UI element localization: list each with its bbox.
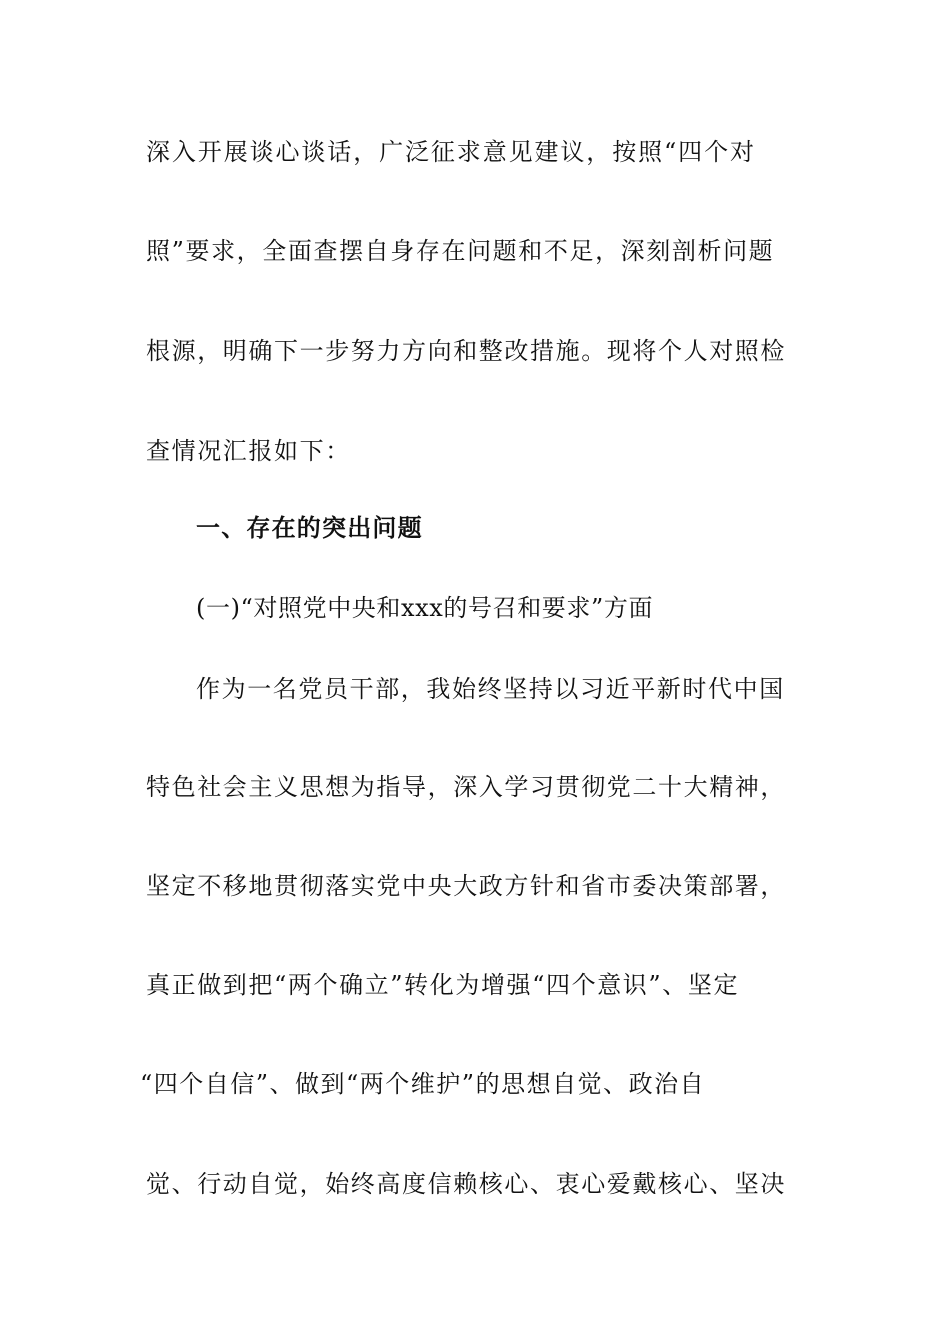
body-text-line: 照”要求，全面查摆自身存在问题和不足，深刻剖析问题 bbox=[146, 237, 775, 265]
body-text-line: 根源，明确下一步努力方向和整改措施。现将个人对照检 bbox=[146, 337, 786, 365]
body-text-line: 作为一名党员干部，我始终坚持以习近平新时代中国 bbox=[196, 675, 785, 703]
body-text-line: 坚定不移地贯彻落实党中央大政方针和省市委决策部署， bbox=[146, 872, 786, 900]
body-text-line: 特色社会主义思想为指导，深入学习贯彻党二十大精神， bbox=[146, 773, 786, 801]
body-text-line: 深入开展谈心谈话，广泛征求意见建议，按照“四个对 bbox=[146, 138, 756, 166]
body-text-line: “四个自信”、做到“两个维护”的思想自觉、政治自 bbox=[140, 1070, 706, 1098]
subsection-heading: (一)“对照党中央和xxx的号召和要求”方面 bbox=[196, 594, 654, 622]
section-heading: 一、存在的突出问题 bbox=[196, 513, 423, 542]
body-text-line: 查情况汇报如下： bbox=[146, 437, 351, 465]
body-text-line: 真正做到把“两个确立”转化为增强“四个意识”、坚定 bbox=[146, 971, 740, 999]
body-text-line: 觉、行动自觉，始终高度信赖核心、衷心爱戴核心、坚决 bbox=[146, 1170, 786, 1198]
